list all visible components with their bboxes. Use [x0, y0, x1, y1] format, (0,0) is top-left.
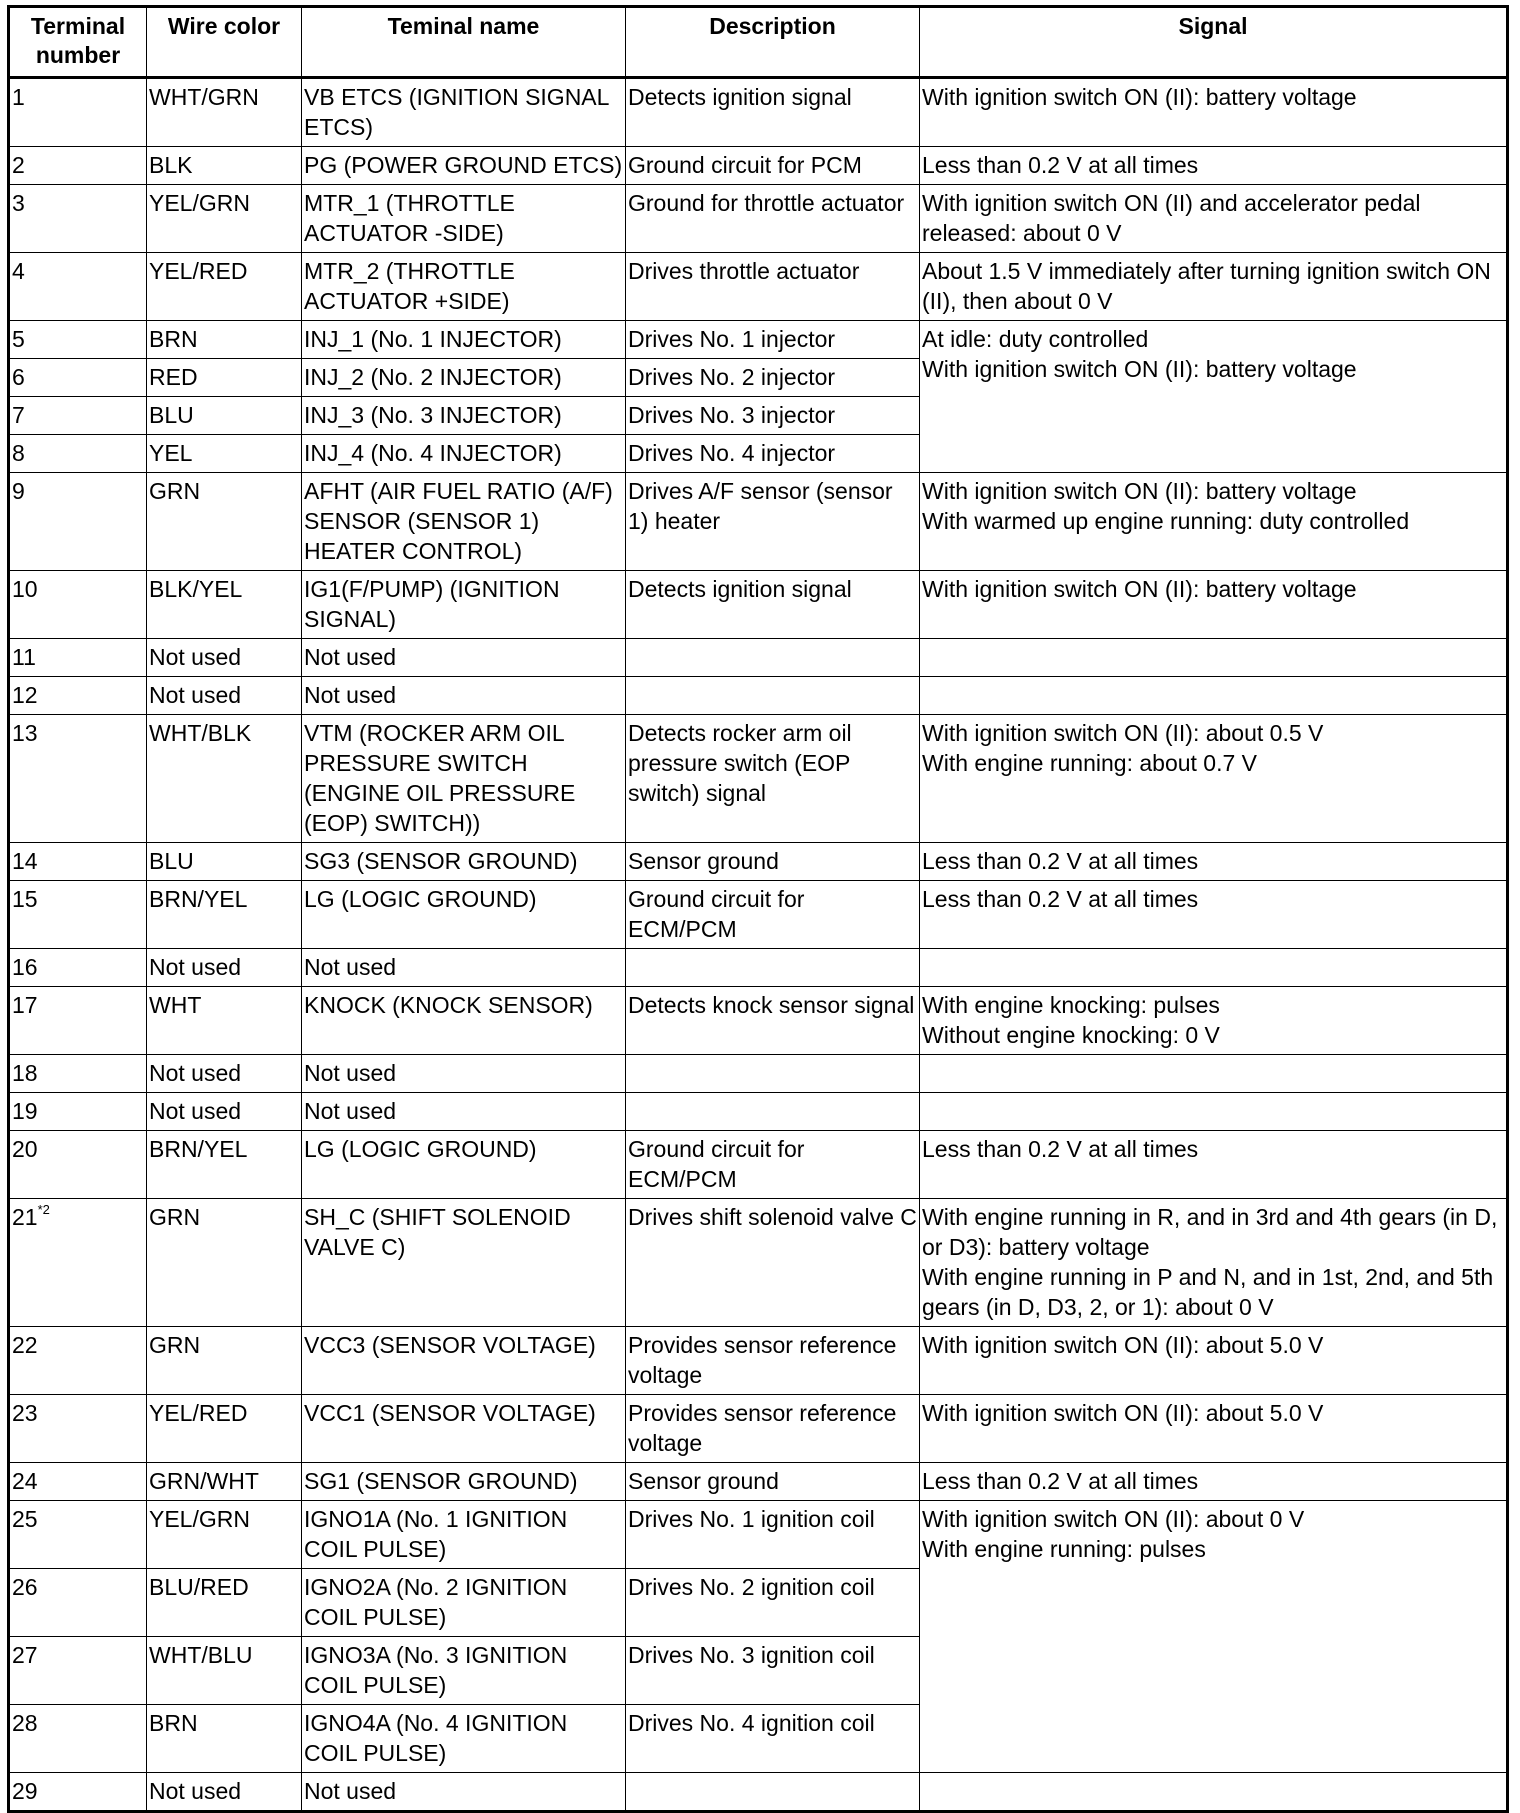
- description-cell: [626, 1637, 920, 1705]
- wire-color-cell: [147, 253, 302, 321]
- wire-color-cell: [147, 1705, 302, 1773]
- terminal-number-cell-text: 12: [12, 682, 38, 708]
- description-cell-text: Drives No. 2 ignition coil: [628, 1574, 875, 1600]
- terminal-name-cell: [302, 715, 626, 843]
- terminal-number-cell-text: 28: [12, 1710, 38, 1736]
- terminal-name-cell: [302, 1501, 626, 1569]
- description-cell-text: Detects rocker arm oil pressure switch (EOP switch) signal: [628, 720, 852, 806]
- header-row: [9, 7, 1508, 78]
- terminal-name-cell: [302, 571, 626, 639]
- table-row: [9, 843, 1508, 881]
- terminal-number-cell: [9, 715, 147, 843]
- wire-color-cell: [147, 185, 302, 253]
- wire-color-cell-text: GRN: [149, 1204, 201, 1230]
- terminal-number-cell: [9, 987, 147, 1055]
- table-row: [9, 147, 1508, 185]
- terminal-number-cell-text: 8: [12, 440, 25, 466]
- terminal-name-cell: [302, 321, 626, 359]
- wire-color-cell: [147, 473, 302, 571]
- description-cell-text: Drives A/F sensor (sensor 1) heater: [628, 478, 893, 534]
- terminal-number-cell-text: 24: [12, 1468, 38, 1494]
- description-cell: [626, 1463, 920, 1501]
- signal-cell-text: At idle: duty controlled With ignition switch ON (II): battery voltage: [922, 326, 1357, 382]
- signal-cell: [920, 1327, 1508, 1395]
- wire-color-cell: [147, 987, 302, 1055]
- signal-cell: [920, 1463, 1508, 1501]
- signal-cell: [920, 715, 1508, 843]
- signal-cell-text: With ignition switch ON (II): battery voltage: [922, 576, 1357, 602]
- signal-cell-text: With ignition switch ON (II): about 0 V With engine running: pulses: [922, 1506, 1305, 1562]
- terminal-name-cell-text: LG (LOGIC GROUND): [304, 886, 537, 912]
- terminal-number-cell: [9, 677, 147, 715]
- table-row: [9, 1501, 1508, 1569]
- description-cell: [626, 253, 920, 321]
- terminal-name-cell: [302, 1637, 626, 1705]
- wire-color-cell: [147, 1327, 302, 1395]
- terminal-number-cell: [9, 1055, 147, 1093]
- description-cell: [626, 359, 920, 397]
- terminal-name-cell-text: INJ_2 (No. 2 INJECTOR): [304, 364, 562, 390]
- signal-cell-text: With ignition switch ON (II): battery voltage With warmed up engine running: duty controlled: [922, 478, 1410, 534]
- terminal-number-cell-text: 11: [12, 644, 36, 670]
- wire-color-cell-text: WHT: [149, 992, 202, 1018]
- terminal-name-cell: [302, 987, 626, 1055]
- terminal-name-cell: [302, 147, 626, 185]
- description-cell: [626, 1395, 920, 1463]
- signal-cell-text: With engine running in R, and in 3rd and 4th gears (in D, or D3): battery voltage With engine running in P and N, and in 1st, 2nd, and 5th gears (in D, D3, 2, or 1): about 0 V: [922, 1204, 1498, 1320]
- wire-color-cell-text: Not used: [149, 1098, 242, 1124]
- description-cell: [626, 843, 920, 881]
- terminal-name-cell: [302, 397, 626, 435]
- description-cell-text: Drives No. 4 ignition coil: [628, 1710, 875, 1736]
- terminal-number-cell-text: 27: [12, 1642, 38, 1668]
- terminal-number-cell: [9, 397, 147, 435]
- terminal-number-cell: [9, 321, 147, 359]
- terminal-number-cell-text: 7: [12, 402, 25, 428]
- terminal-name-cell-text: Not used: [304, 644, 397, 670]
- description-cell: [626, 78, 920, 147]
- terminal-number-cell: [9, 1463, 147, 1501]
- description-cell-text: Provides sensor reference voltage: [628, 1332, 897, 1388]
- signal-cell: [920, 949, 1508, 987]
- table-row: [9, 1395, 1508, 1463]
- table-row: [9, 949, 1508, 987]
- table-row: [9, 987, 1508, 1055]
- terminal-name-cell-text: SH_C (SHIFT SOLENOID VALVE C): [304, 1204, 571, 1260]
- description-cell-text: Drives throttle actuator: [628, 258, 860, 284]
- terminal-name-cell-text: LG (LOGIC GROUND): [304, 1136, 537, 1162]
- description-cell-text: Ground circuit for ECM/PCM: [628, 886, 805, 942]
- description-cell-text: Sensor ground: [628, 1468, 779, 1494]
- terminal-name-cell: [302, 949, 626, 987]
- terminal-name-cell-text: INJ_4 (No. 4 INJECTOR): [304, 440, 562, 466]
- wire-color-cell: [147, 147, 302, 185]
- signal-cell: [920, 1131, 1508, 1199]
- wire-color-cell-text: GRN: [149, 1332, 201, 1358]
- signal-cell-text: With ignition switch ON (II): about 0.5 V With engine running: about 0.7 V: [922, 720, 1324, 776]
- description-cell-text: Provides sensor reference voltage: [628, 1400, 897, 1456]
- terminal-number-cell-text: 23: [12, 1400, 38, 1426]
- terminal-number-cell: [9, 1395, 147, 1463]
- terminal-name-cell: [302, 1093, 626, 1131]
- terminal-number-cell-text: 15: [12, 886, 38, 912]
- terminal-name-cell-text: KNOCK (KNOCK SENSOR): [304, 992, 593, 1018]
- terminal-number-cell: [9, 359, 147, 397]
- terminal-number-cell: [9, 949, 147, 987]
- description-cell: [626, 1199, 920, 1327]
- terminal-name-cell-text: VCC1 (SENSOR VOLTAGE): [304, 1400, 596, 1426]
- wire-color-cell-text: YEL/RED: [149, 258, 248, 284]
- wire-color-cell-text: BRN/YEL: [149, 886, 248, 912]
- terminal-number-cell: [9, 843, 147, 881]
- signal-cell-text: Less than 0.2 V at all times: [922, 152, 1199, 178]
- terminal-name-cell: [302, 253, 626, 321]
- description-cell: [626, 715, 920, 843]
- table-row: [9, 253, 1508, 321]
- terminal-number-cell-text: 21: [12, 1204, 38, 1230]
- terminal-table: [7, 5, 1509, 1813]
- signal-cell: [920, 1773, 1508, 1812]
- terminal-number-cell-text: 4: [12, 258, 25, 284]
- description-cell: [626, 1055, 920, 1093]
- signal-cell: [920, 881, 1508, 949]
- terminal-name-cell-text: IGNO1A (No. 1 IGNITION COIL PULSE): [304, 1506, 568, 1562]
- terminal-number-cell: [9, 1773, 147, 1812]
- wire-color-cell-text: BRN: [149, 326, 198, 352]
- terminal-name-cell-text: INJ_3 (No. 3 INJECTOR): [304, 402, 562, 428]
- wire-color-cell: [147, 1501, 302, 1569]
- terminal-number-cell-text: 2: [12, 152, 25, 178]
- terminal-number-cell: [9, 1637, 147, 1705]
- terminal-name-cell: [302, 843, 626, 881]
- signal-cell: [920, 677, 1508, 715]
- terminal-number-cell: [9, 253, 147, 321]
- terminal-number-cell-text: 13: [12, 720, 38, 746]
- wire-color-cell: [147, 677, 302, 715]
- terminal-name-cell-text: Not used: [304, 1060, 397, 1086]
- terminal-number-cell: [9, 1569, 147, 1637]
- terminal-name-cell-text: VTM (ROCKER ARM OIL PRESSURE SWITCH (ENGINE OIL PRESSURE (EOP) SWITCH)): [304, 720, 576, 836]
- description-cell-text: Detects ignition signal: [628, 576, 852, 602]
- description-cell-text: Drives No. 3 ignition coil: [628, 1642, 875, 1668]
- wire-color-cell: [147, 1131, 302, 1199]
- signal-cell-text: Less than 0.2 V at all times: [922, 1468, 1199, 1494]
- description-cell: [626, 1773, 920, 1812]
- terminal-name-cell: [302, 639, 626, 677]
- terminal-name-cell-text: Not used: [304, 1098, 397, 1124]
- table-row: [9, 1463, 1508, 1501]
- table-row: [9, 1327, 1508, 1395]
- wire-color-cell-text: BLK: [149, 152, 193, 178]
- wire-color-cell-text: BLU: [149, 848, 194, 874]
- signal-cell: [920, 1501, 1508, 1773]
- wire-color-cell: [147, 1093, 302, 1131]
- signal-cell-text: With ignition switch ON (II): about 5.0 V: [922, 1400, 1324, 1426]
- description-cell-text: Drives No. 2 injector: [628, 364, 836, 390]
- wire-color-cell: [147, 1637, 302, 1705]
- terminal-number-cell-text: 6: [12, 364, 25, 390]
- terminal-number-cell-text: 1: [12, 84, 25, 110]
- terminal-name-cell: [302, 1463, 626, 1501]
- signal-cell-text: Less than 0.2 V at all times: [922, 886, 1199, 912]
- wire-color-cell-text: GRN/WHT: [149, 1468, 259, 1494]
- description-cell-text: Ground for throttle actuator: [628, 190, 905, 216]
- terminal-number-cell-text: 17: [12, 992, 38, 1018]
- description-cell: [626, 639, 920, 677]
- wire-color-cell-text: WHT/BLU: [149, 1642, 253, 1668]
- description-cell: [626, 1705, 920, 1773]
- signal-cell: [920, 1093, 1508, 1131]
- wire-color-cell-text: Not used: [149, 1778, 242, 1804]
- terminal-name-cell-text: IGNO4A (No. 4 IGNITION COIL PULSE): [304, 1710, 568, 1766]
- signal-cell: [920, 253, 1508, 321]
- wire-color-cell-text: WHT/GRN: [149, 84, 259, 110]
- signal-cell-text: About 1.5 V immediately after turning ignition switch ON (II), then about 0 V: [922, 258, 1491, 314]
- description-cell: [626, 1327, 920, 1395]
- terminal-name-cell: [302, 473, 626, 571]
- terminal-number-cell-text: 22: [12, 1332, 38, 1358]
- terminal-name-cell: [302, 1131, 626, 1199]
- terminal-name-cell-text: VB ETCS (IGNITION SIGNAL ETCS): [304, 84, 609, 140]
- footnote-marker: *2: [37, 1202, 50, 1217]
- description-cell: [626, 435, 920, 473]
- terminal-number-cell-text: 14: [12, 848, 38, 874]
- terminal-number-cell: [9, 1327, 147, 1395]
- wire-color-cell: [147, 1055, 302, 1093]
- wire-color-cell: [147, 639, 302, 677]
- header-terminal-name: Teminal name: [302, 7, 626, 78]
- terminal-name-cell: [302, 78, 626, 147]
- signal-cell-text: Less than 0.2 V at all times: [922, 848, 1199, 874]
- wire-color-cell: [147, 321, 302, 359]
- wire-color-cell: [147, 359, 302, 397]
- terminal-name-cell-text: MTR_2 (THROTTLE ACTUATOR +SIDE): [304, 258, 515, 314]
- terminal-number-cell-text: 20: [12, 1136, 38, 1162]
- wire-color-cell: [147, 397, 302, 435]
- terminal-name-cell-text: Not used: [304, 954, 397, 980]
- signal-cell: [920, 321, 1508, 473]
- terminal-name-cell: [302, 881, 626, 949]
- wire-color-cell: [147, 715, 302, 843]
- description-cell-text: Drives No. 3 injector: [628, 402, 836, 428]
- terminal-name-cell: [302, 1395, 626, 1463]
- terminal-name-cell-text: Not used: [304, 1778, 397, 1804]
- terminal-number-cell-text: 18: [12, 1060, 38, 1086]
- terminal-number-cell: [9, 881, 147, 949]
- terminal-name-cell: [302, 677, 626, 715]
- description-cell-text: Drives shift solenoid valve C: [628, 1204, 917, 1230]
- wire-color-cell: [147, 881, 302, 949]
- terminal-name-cell-text: Not used: [304, 682, 397, 708]
- terminal-name-cell: [302, 185, 626, 253]
- table-row: [9, 1131, 1508, 1199]
- table-row: [9, 1055, 1508, 1093]
- description-cell-text: Detects ignition signal: [628, 84, 852, 110]
- description-cell: [626, 987, 920, 1055]
- terminal-number-cell: [9, 78, 147, 147]
- terminal-name-cell-text: IG1(F/PUMP) (IGNITION SIGNAL): [304, 576, 560, 632]
- table-row: [9, 639, 1508, 677]
- terminal-number-cell: [9, 1131, 147, 1199]
- terminal-number-cell-text: 5: [12, 326, 25, 352]
- table-row: [9, 881, 1508, 949]
- terminal-number-cell-text: 3: [12, 190, 25, 216]
- table-row: [9, 473, 1508, 571]
- terminal-name-cell: [302, 359, 626, 397]
- terminal-number-cell-text: 10: [12, 576, 38, 602]
- signal-cell: [920, 185, 1508, 253]
- signal-cell-text: With ignition switch ON (II): about 5.0 V: [922, 1332, 1324, 1358]
- description-cell: [626, 147, 920, 185]
- terminal-name-cell-text: AFHT (AIR FUEL RATIO (A/F) SENSOR (SENSOR 1) HEATER CONTROL): [304, 478, 613, 564]
- table-row: [9, 1199, 1508, 1327]
- terminal-number-cell: [9, 1093, 147, 1131]
- terminal-number-cell-text: 25: [12, 1506, 38, 1532]
- wire-color-cell-text: Not used: [149, 954, 242, 980]
- wire-color-cell: [147, 843, 302, 881]
- table-row: [9, 715, 1508, 843]
- description-cell-text: Drives No. 1 ignition coil: [628, 1506, 875, 1532]
- signal-cell-text: With engine knocking: pulses Without engine knocking: 0 V: [922, 992, 1220, 1048]
- terminal-number-cell: [9, 147, 147, 185]
- description-cell: [626, 1569, 920, 1637]
- table-row: [9, 1773, 1508, 1812]
- wire-color-cell-text: Not used: [149, 682, 242, 708]
- terminal-name-cell: [302, 1199, 626, 1327]
- wire-color-cell-text: BLU: [149, 402, 194, 428]
- table-row: [9, 571, 1508, 639]
- terminal-number-cell: [9, 571, 147, 639]
- terminal-name-cell: [302, 1705, 626, 1773]
- terminal-name-cell: [302, 1327, 626, 1395]
- wire-color-cell: [147, 571, 302, 639]
- wire-color-cell-text: YEL/RED: [149, 1400, 248, 1426]
- wire-color-cell: [147, 435, 302, 473]
- signal-cell: [920, 78, 1508, 147]
- wire-color-cell-text: RED: [149, 364, 198, 390]
- terminal-name-cell-text: PG (POWER GROUND ETCS): [304, 152, 623, 178]
- wire-color-cell-text: BRN/YEL: [149, 1136, 248, 1162]
- terminal-name-cell-text: SG1 (SENSOR GROUND): [304, 1468, 578, 1494]
- terminal-number-cell: [9, 639, 147, 677]
- wire-color-cell: [147, 1395, 302, 1463]
- description-cell: [626, 1093, 920, 1131]
- wire-color-cell-text: YEL/GRN: [149, 190, 250, 216]
- terminal-number-cell-text: 19: [12, 1098, 38, 1124]
- terminal-name-cell-text: IGNO3A (No. 3 IGNITION COIL PULSE): [304, 1642, 568, 1698]
- signal-cell: [920, 473, 1508, 571]
- wire-color-cell-text: Not used: [149, 644, 242, 670]
- terminal-name-cell: [302, 1569, 626, 1637]
- signal-cell-text: Less than 0.2 V at all times: [922, 1136, 1199, 1162]
- wire-color-cell-text: Not used: [149, 1060, 242, 1086]
- description-cell: [626, 881, 920, 949]
- wire-color-cell-text: WHT/BLK: [149, 720, 252, 746]
- terminal-name-cell: [302, 435, 626, 473]
- signal-cell: [920, 571, 1508, 639]
- description-cell-text: Drives No. 4 injector: [628, 440, 836, 466]
- terminal-number-cell-text: 16: [12, 954, 38, 980]
- header-description: Description: [626, 7, 920, 78]
- table-row: [9, 1093, 1508, 1131]
- wire-color-cell: [147, 1569, 302, 1637]
- terminal-name-cell: [302, 1055, 626, 1093]
- description-cell: [626, 1501, 920, 1569]
- signal-cell-text: With ignition switch ON (II): battery voltage: [922, 84, 1357, 110]
- description-cell-text: Detects knock sensor signal: [628, 992, 915, 1018]
- description-cell-text: Sensor ground: [628, 848, 779, 874]
- wire-color-cell: [147, 78, 302, 147]
- description-cell: [626, 397, 920, 435]
- terminal-number-cell-text: 29: [12, 1778, 38, 1804]
- description-cell: [626, 321, 920, 359]
- description-cell: [626, 677, 920, 715]
- terminal-number-cell: [9, 473, 147, 571]
- terminal-number-cell-text: 26: [12, 1574, 38, 1600]
- wire-color-cell: [147, 1199, 302, 1327]
- terminal-number-cell-text: 9: [12, 478, 25, 504]
- description-cell: [626, 949, 920, 987]
- signal-cell-text: With ignition switch ON (II) and accelerator pedal released: about 0 V: [922, 190, 1421, 246]
- wire-color-cell-text: YEL: [149, 440, 193, 466]
- wire-color-cell: [147, 949, 302, 987]
- wire-color-cell-text: BLU/RED: [149, 1574, 249, 1600]
- terminal-name-cell-text: MTR_1 (THROTTLE ACTUATOR -SIDE): [304, 190, 515, 246]
- terminal-number-cell: [9, 435, 147, 473]
- terminal-number-cell: [9, 1705, 147, 1773]
- wire-color-cell-text: GRN: [149, 478, 201, 504]
- signal-cell: [920, 147, 1508, 185]
- description-cell-text: Ground circuit for ECM/PCM: [628, 1136, 805, 1192]
- signal-cell: [920, 639, 1508, 677]
- terminal-name-cell-text: INJ_1 (No. 1 INJECTOR): [304, 326, 562, 352]
- signal-cell: [920, 1199, 1508, 1327]
- wire-color-cell-text: BLK/YEL: [149, 576, 243, 602]
- terminal-name-cell-text: IGNO2A (No. 2 IGNITION COIL PULSE): [304, 1574, 568, 1630]
- wire-color-cell-text: YEL/GRN: [149, 1506, 250, 1532]
- header-wire-color: Wire color: [147, 7, 302, 78]
- terminal-number-cell: [9, 1199, 147, 1327]
- table-row: [9, 185, 1508, 253]
- terminal-number-cell: [9, 185, 147, 253]
- header-terminal-number: Terminal number: [9, 7, 147, 78]
- terminal-name-cell-text: VCC3 (SENSOR VOLTAGE): [304, 1332, 596, 1358]
- description-cell: [626, 185, 920, 253]
- description-cell-text: Ground circuit for PCM: [628, 152, 862, 178]
- description-cell: [626, 571, 920, 639]
- table-row: [9, 677, 1508, 715]
- signal-cell: [920, 987, 1508, 1055]
- wire-color-cell: [147, 1773, 302, 1812]
- description-cell: [626, 1131, 920, 1199]
- terminal-name-cell-text: SG3 (SENSOR GROUND): [304, 848, 578, 874]
- signal-cell: [920, 843, 1508, 881]
- table-row: [9, 321, 1508, 359]
- wire-color-cell: [147, 1463, 302, 1501]
- description-cell-text: Drives No. 1 injector: [628, 326, 836, 352]
- terminal-number-cell: [9, 1501, 147, 1569]
- signal-cell: [920, 1055, 1508, 1093]
- table-row: [9, 78, 1508, 147]
- header-signal: Signal: [920, 7, 1508, 78]
- wire-color-cell-text: BRN: [149, 1710, 198, 1736]
- description-cell: [626, 473, 920, 571]
- terminal-name-cell: [302, 1773, 626, 1812]
- signal-cell: [920, 1395, 1508, 1463]
